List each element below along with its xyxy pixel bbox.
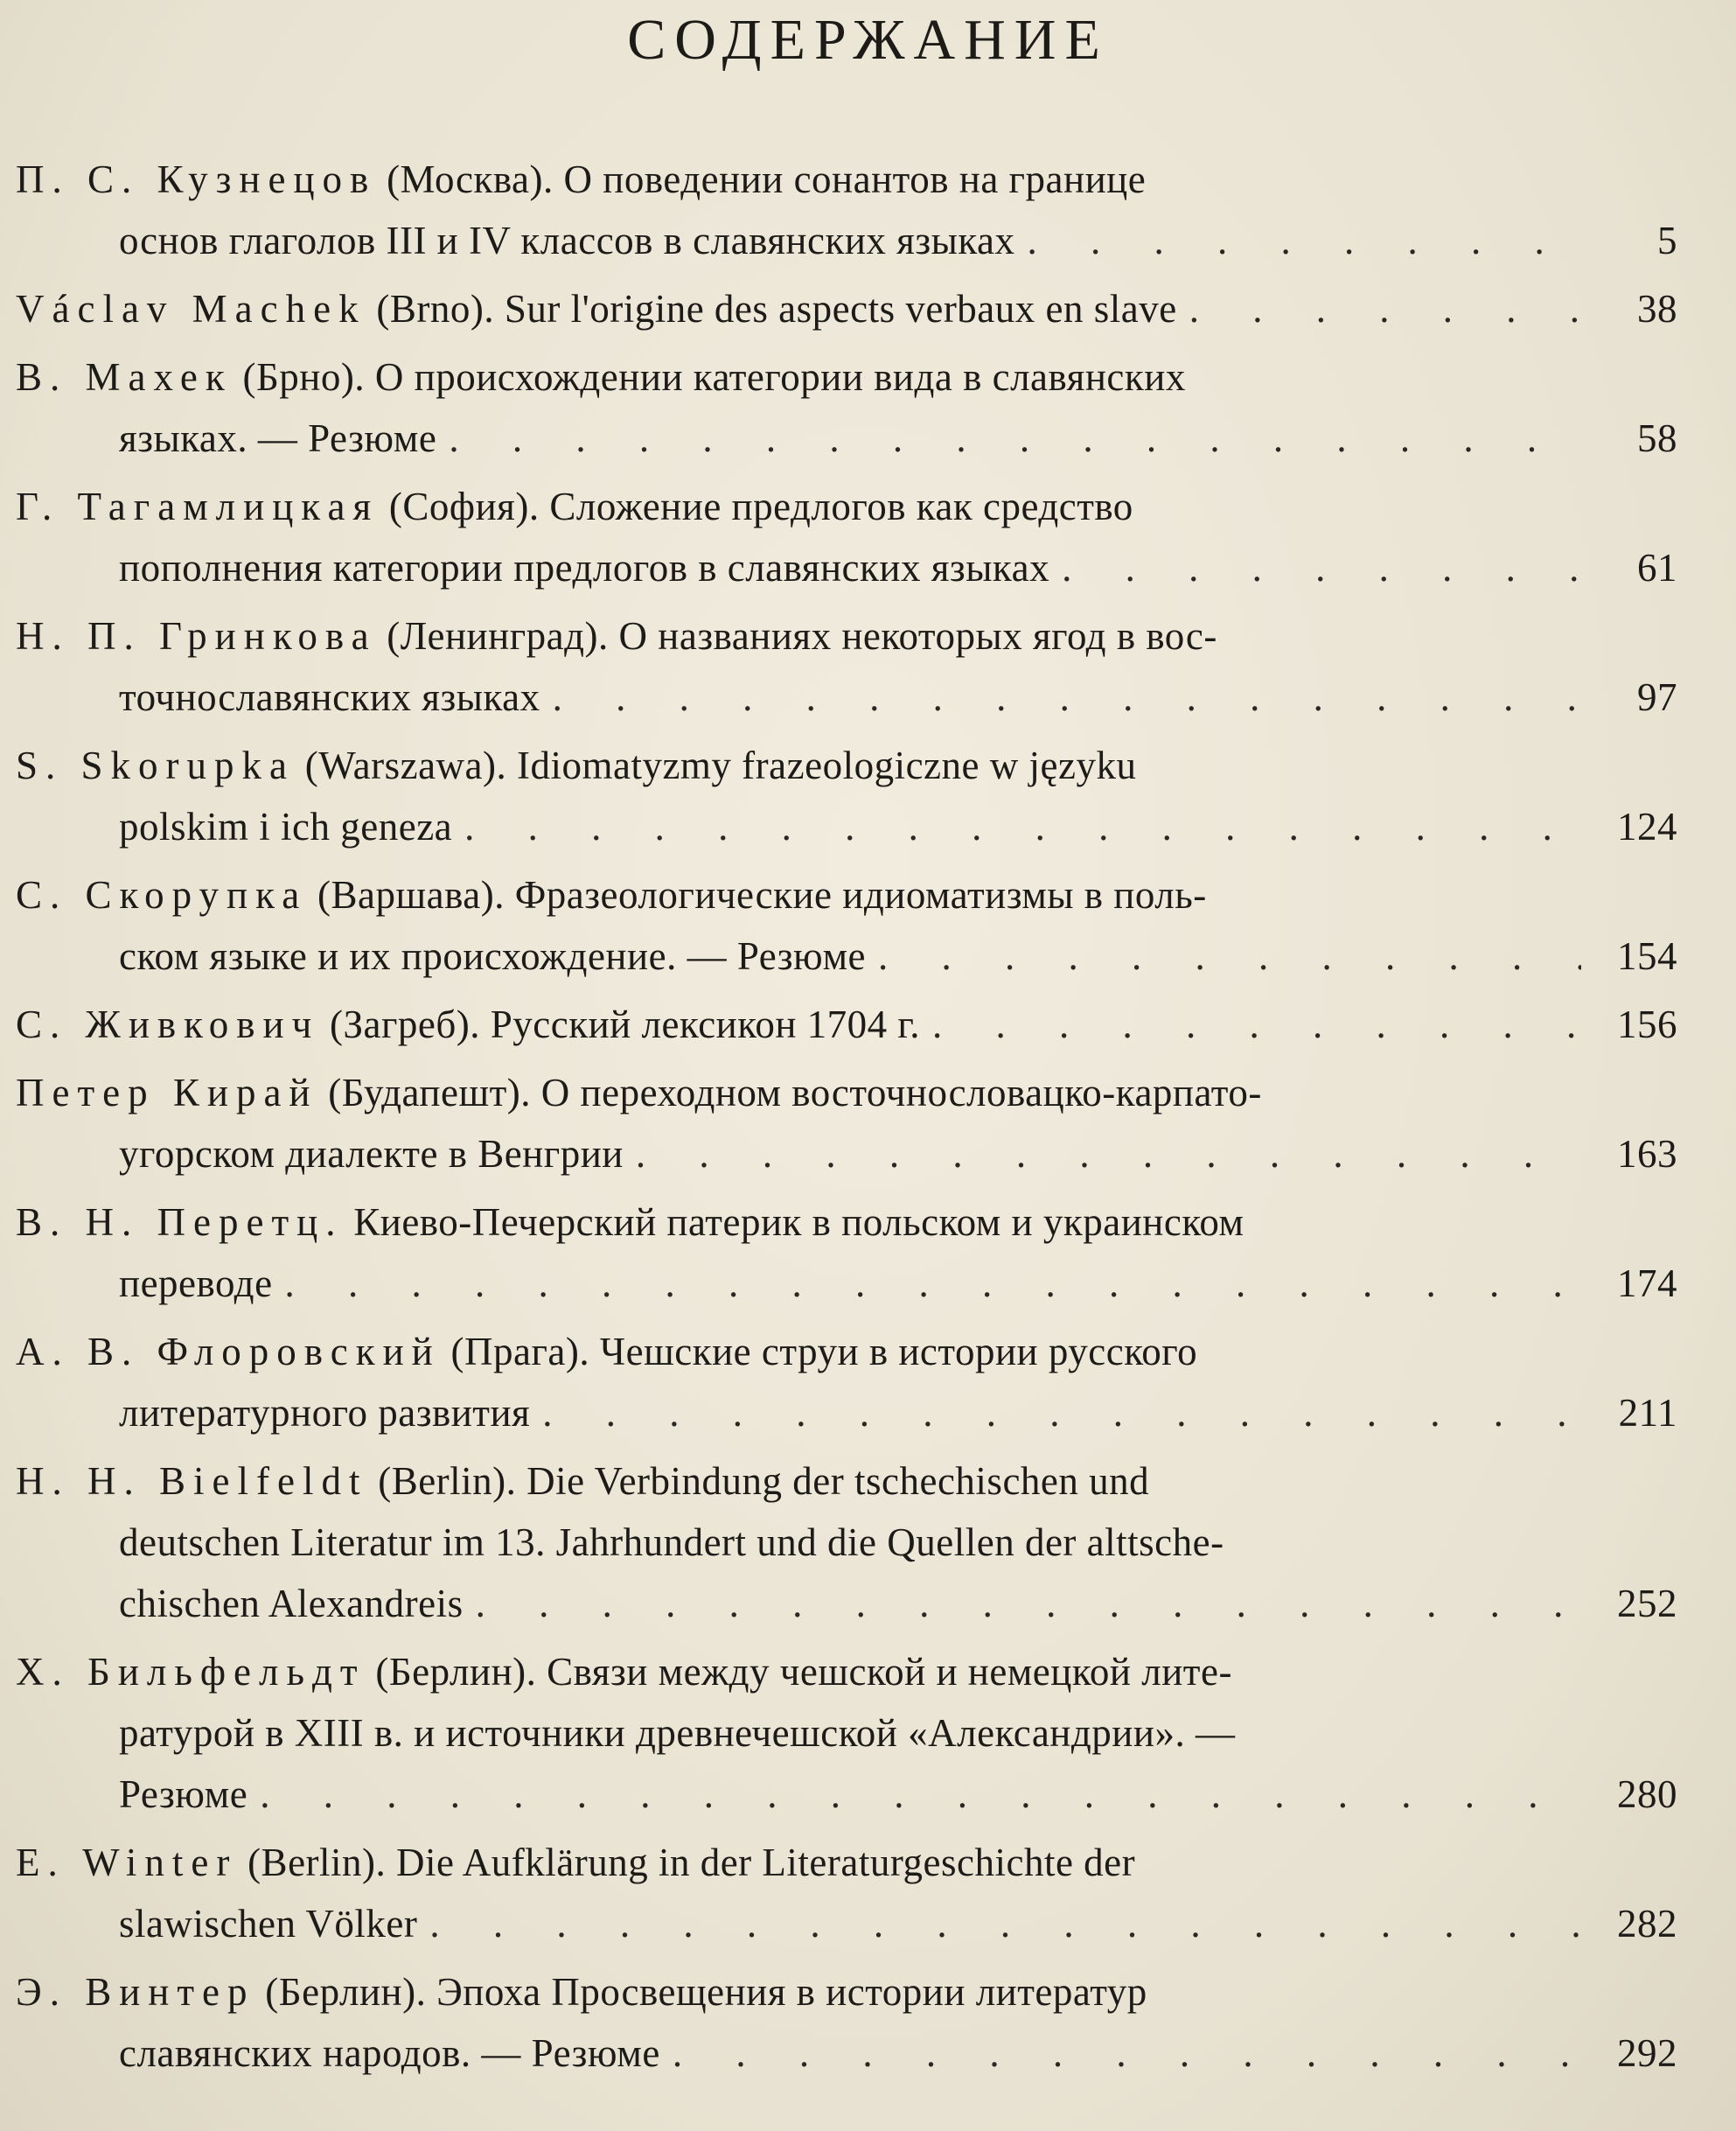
toc-entry xyxy=(16,605,1677,728)
toc-title-continuation: пополнения категории предлогов в славянских языках xyxy=(119,546,1050,590)
toc-entry-first-line xyxy=(16,278,1581,339)
toc-title-continuation: deutschen Literatur im 13. Jahrhundert und die Quellen der alttsche- xyxy=(119,1520,1224,1564)
toc-author: Петер Кирай xyxy=(16,1071,318,1114)
page-title: СОДЕРЖАНИЕ xyxy=(627,8,1109,72)
toc-entry-continuation xyxy=(16,796,1581,857)
toc-entry xyxy=(16,1641,1677,1825)
toc-page-number: 174 xyxy=(1617,1261,1677,1305)
toc-entry-continuation xyxy=(16,1764,1581,1825)
toc-title: (Berlin). Die Aufklärung in der Literaturgeschichte der xyxy=(248,1841,1136,1884)
toc-page-number: 252 xyxy=(1617,1582,1677,1625)
toc-entry-continuation xyxy=(16,1893,1581,1954)
toc-entry-continuation xyxy=(16,1382,1581,1443)
toc-entry-continuation xyxy=(16,1702,1581,1764)
toc-author: Н. П. Гринкова xyxy=(16,614,377,658)
toc-title: (София). Сложение предлогов как средство xyxy=(388,485,1133,528)
toc-entry-first-line xyxy=(16,1321,1581,1382)
dot-leader xyxy=(449,408,1581,469)
toc-title: (Берлин). Связи между чешской и немецкой лите- xyxy=(375,1650,1232,1694)
toc-page-number: 163 xyxy=(1617,1132,1677,1176)
toc-page-number: 156 xyxy=(1617,1003,1677,1046)
toc-entry-continuation xyxy=(16,537,1581,598)
toc-author: E. Winter xyxy=(16,1841,238,1884)
toc-title: (Будапешт). О переходном восточнословацко-карпато- xyxy=(328,1071,1262,1114)
toc-page-number: 282 xyxy=(1617,1902,1677,1946)
toc-title: (Прага). Чешские струи в истории русского xyxy=(450,1330,1198,1373)
toc-entry-first-line xyxy=(16,605,1581,667)
toc-title-continuation: литературного развития xyxy=(119,1391,531,1435)
toc-page-number: 58 xyxy=(1637,416,1677,460)
toc-page-number: 154 xyxy=(1617,934,1677,978)
dot-leader xyxy=(542,1382,1581,1443)
dot-leader xyxy=(932,994,1581,1055)
toc-entry xyxy=(16,735,1677,857)
dot-leader xyxy=(260,1764,1581,1825)
toc-entry-first-line xyxy=(16,476,1581,537)
toc-entry xyxy=(16,278,1677,339)
toc-title: (Брно). О происхождении категории вида в славянских xyxy=(242,355,1186,399)
dot-leader xyxy=(673,2023,1581,2084)
toc-title: (Загреб). Русский лексикон 1704 г. xyxy=(329,1003,921,1046)
toc-page-number: 5 xyxy=(1657,219,1677,262)
toc-page-number: 124 xyxy=(1617,805,1677,849)
toc-page-number: 292 xyxy=(1617,2031,1677,2075)
dot-leader xyxy=(285,1253,1581,1314)
toc-entry-first-line xyxy=(16,149,1581,210)
dot-leader xyxy=(636,1123,1581,1184)
toc-entry xyxy=(16,1191,1677,1314)
toc-author: С. Живкович xyxy=(16,1003,320,1046)
toc-title: (Brno). Sur l'origine des aspects verbaux en slave xyxy=(376,287,1177,331)
toc-page-number: 280 xyxy=(1617,1772,1677,1816)
toc-author: В. Махек xyxy=(16,355,233,399)
dot-leader xyxy=(1028,210,1581,271)
toc-entry-continuation xyxy=(16,1123,1581,1184)
toc-page-number: 211 xyxy=(1618,1391,1677,1435)
toc-entry-continuation xyxy=(16,1512,1581,1573)
toc-entry-first-line xyxy=(16,1832,1581,1893)
dot-leader xyxy=(1062,537,1581,598)
toc-entry-continuation xyxy=(16,926,1581,987)
toc-entry xyxy=(16,1832,1677,1954)
toc-title-continuation: угорском диалекте в Венгрии xyxy=(119,1132,624,1176)
toc-entry xyxy=(16,994,1677,1055)
toc-page-number: 38 xyxy=(1637,287,1677,331)
toc-author: В. Н. Перетц. xyxy=(16,1200,344,1244)
toc-title-continuation: chischen Alexandreis xyxy=(119,1582,464,1625)
dot-leader xyxy=(878,926,1581,987)
toc-entry xyxy=(16,1961,1677,2084)
dot-leader xyxy=(1189,278,1581,339)
toc-entry-first-line xyxy=(16,1062,1581,1123)
toc-entry-first-line xyxy=(16,994,1581,1055)
toc-title-continuation: ратурой в XIII в. и источники древнечешской «Александрии». — xyxy=(119,1711,1236,1755)
toc-title: (Warszawa). Idiomatyzmy frazeologiczne w języku xyxy=(304,744,1137,787)
toc-entry xyxy=(16,864,1677,987)
toc-author: А. В. Флоровский xyxy=(16,1330,441,1373)
toc-entry-first-line xyxy=(16,735,1581,796)
toc-title: (Ленинград). О названиях некоторых ягод в вос- xyxy=(387,614,1217,658)
toc-title: Киево-Печерский патерик в польском и украинском xyxy=(353,1200,1244,1244)
toc-author: П. С. Кузнецов xyxy=(16,157,377,201)
toc-entry-continuation xyxy=(16,210,1581,271)
toc-title: (Берлин). Эпоха Просвещения в истории литератур xyxy=(265,1970,1147,2014)
dot-leader xyxy=(429,1893,1581,1954)
toc-entry-first-line xyxy=(16,864,1581,926)
toc-author: S. Skorupka xyxy=(16,744,296,787)
toc-entry xyxy=(16,149,1677,271)
toc-entry-first-line xyxy=(16,1191,1581,1253)
toc-author: Х. Бильфельдт xyxy=(16,1650,366,1694)
toc-entry-first-line xyxy=(16,1450,1581,1512)
toc-title-continuation: Резюме xyxy=(119,1772,248,1816)
toc-title: (Москва). О поведении сонантов на границе xyxy=(387,157,1147,201)
toc-author: Г. Тагамлицкая xyxy=(16,485,380,528)
dot-leader xyxy=(553,667,1581,728)
toc-entry-continuation xyxy=(16,408,1581,469)
toc-title-continuation: polskim i ich geneza xyxy=(119,805,453,849)
toc-title-continuation: точнославянских языках xyxy=(119,675,540,719)
toc-entry xyxy=(16,1450,1677,1634)
toc-author: С. Скорупка xyxy=(16,873,308,917)
toc-title: (Варшава). Фразеологические идиоматизмы в поль- xyxy=(317,873,1207,917)
toc-title-continuation: языках. — Резюме xyxy=(119,416,437,460)
toc-author: H. H. Bielfeldt xyxy=(16,1459,368,1503)
toc-page-number: 97 xyxy=(1637,675,1677,719)
toc-title-continuation: основ глаголов III и IV классов в славянских языках xyxy=(119,219,1015,262)
toc-entry xyxy=(16,346,1677,469)
toc-entry-continuation xyxy=(16,667,1581,728)
dot-leader xyxy=(476,1573,1581,1634)
toc-author: Václav Machek xyxy=(16,287,366,331)
toc-title-continuation: переводе xyxy=(119,1261,273,1305)
toc-title-continuation: славянских народов. — Резюме xyxy=(119,2031,660,2075)
toc-title-continuation: ском языке и их происхождение. — Резюме xyxy=(119,934,867,978)
toc-entry-first-line xyxy=(16,1961,1581,2023)
toc-page-number: 61 xyxy=(1637,546,1677,590)
toc-entry-continuation xyxy=(16,2023,1581,2084)
toc-entry xyxy=(16,1321,1677,1443)
toc-title-continuation: slawischen Völker xyxy=(119,1902,418,1946)
toc-entry-first-line xyxy=(16,346,1581,408)
toc-entry-continuation xyxy=(16,1573,1581,1634)
toc-author: Э. Винтер xyxy=(16,1970,255,2014)
toc-entry xyxy=(16,1062,1677,1184)
toc-entry-first-line xyxy=(16,1641,1581,1702)
table-of-contents xyxy=(16,149,1677,2091)
toc-entry xyxy=(16,476,1677,598)
toc-entry-continuation xyxy=(16,1253,1581,1314)
toc-title: (Berlin). Die Verbindung der tschechischen und xyxy=(378,1459,1150,1503)
dot-leader xyxy=(464,796,1581,857)
